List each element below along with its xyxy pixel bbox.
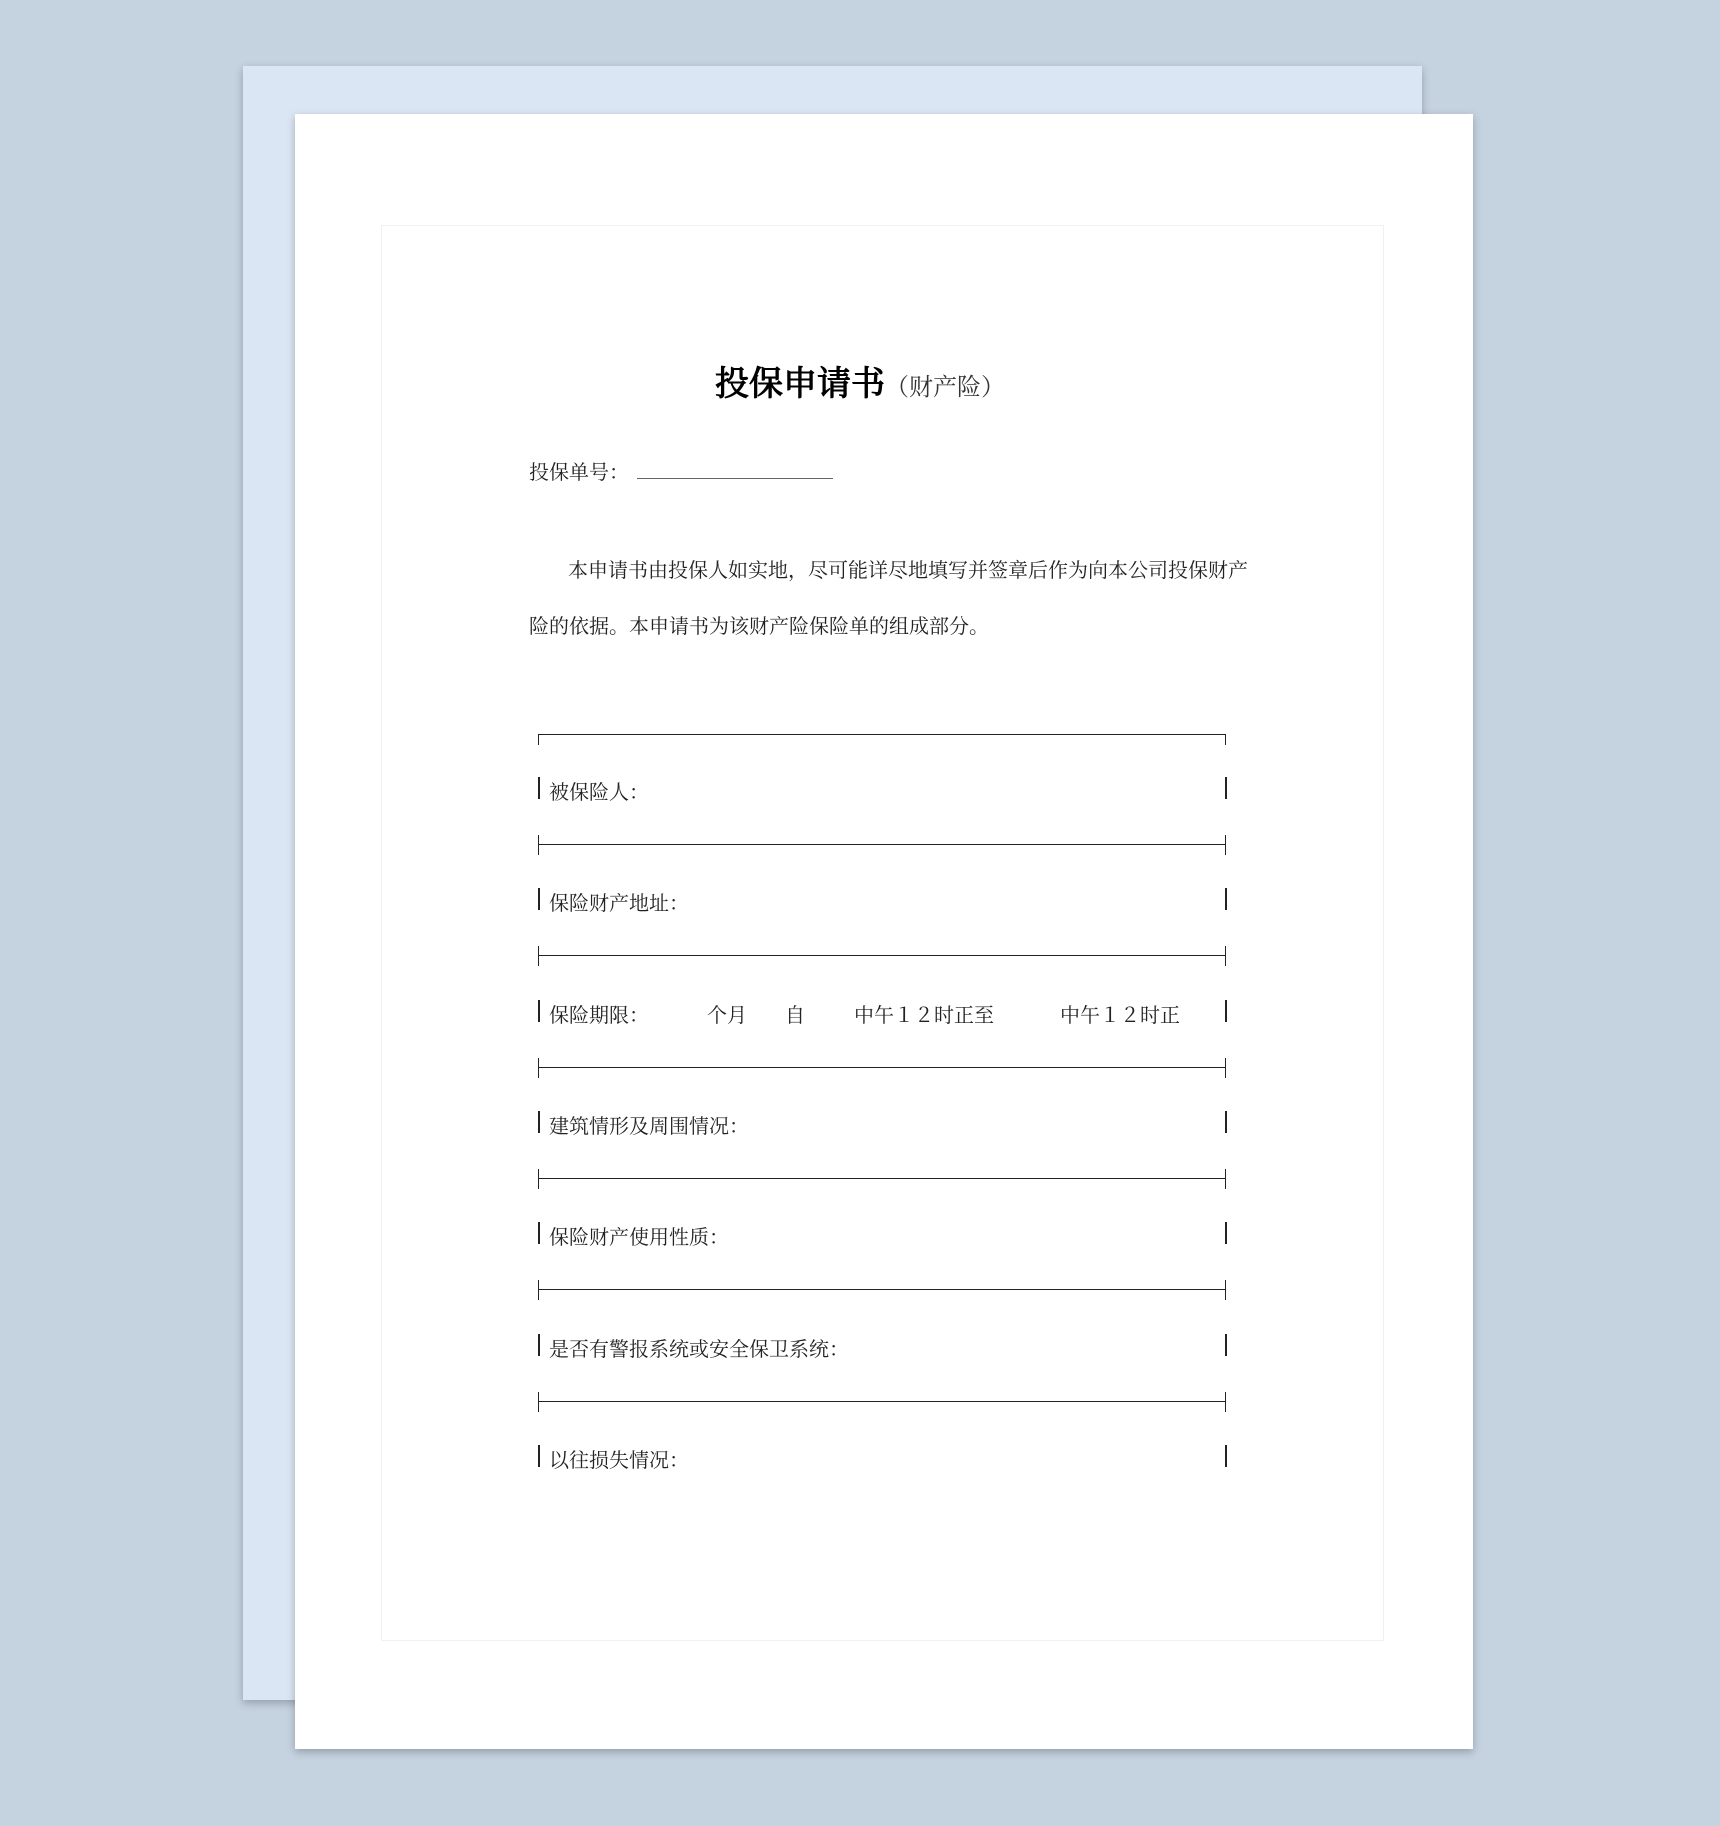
row-divider	[538, 1067, 1226, 1068]
row-right-border	[1225, 888, 1227, 910]
policy-number-label: 投保单号：	[529, 460, 629, 484]
row-right-border	[1225, 1222, 1227, 1244]
title-main: 投保申请书	[715, 364, 885, 404]
intro-line-2: 险的依据。本申请书为该财产险保险单的组成部分。	[529, 614, 989, 638]
row-left-border	[538, 1111, 540, 1133]
row-right-border	[1225, 1334, 1227, 1356]
row-left-border	[538, 1334, 540, 1356]
form-field-label: 被保险人：	[549, 780, 649, 804]
period-start: 中午１２时正至	[854, 1002, 994, 1027]
row-divider	[538, 1178, 1226, 1179]
period-months: 个月	[707, 1002, 747, 1027]
period-end: 中午１２时正	[1060, 1002, 1180, 1027]
policy-number-field[interactable]	[637, 478, 833, 479]
period-from: 自	[785, 1002, 805, 1027]
row-left-border	[538, 1222, 540, 1244]
row-right-border	[1225, 1445, 1227, 1467]
title-sub: （财产险）	[885, 373, 1005, 401]
row-left-border	[538, 888, 540, 910]
row-right-border	[1225, 1111, 1227, 1133]
row-divider	[538, 955, 1226, 956]
form-field-label: 保险财产使用性质：	[549, 1225, 729, 1250]
form-field-label: 以往损失情况：	[549, 1447, 689, 1472]
row-right-border	[1225, 777, 1227, 799]
row-left-border	[538, 777, 540, 799]
form-field-label: 建筑情形及周围情况：	[549, 1113, 749, 1138]
row-divider	[538, 1401, 1226, 1402]
row-left-border	[538, 1445, 540, 1467]
form-field-label: 保险期限：	[549, 1002, 649, 1027]
page-margin-border	[381, 225, 1384, 1641]
row-right-border	[1225, 1000, 1227, 1022]
row-divider	[538, 844, 1226, 845]
intro-line-1: 本申请书由投保人如实地，尽可能详尽地填写并签章后作为向本公司投保财产	[568, 558, 1248, 582]
form-field-label: 是否有警报系统或安全保卫系统：	[549, 1336, 849, 1361]
row-divider	[538, 1289, 1226, 1290]
row-left-border	[538, 1000, 540, 1022]
document-title	[0, 356, 1720, 405]
table-top-border	[538, 734, 1226, 735]
form-field-label: 保险财产地址：	[549, 891, 689, 916]
